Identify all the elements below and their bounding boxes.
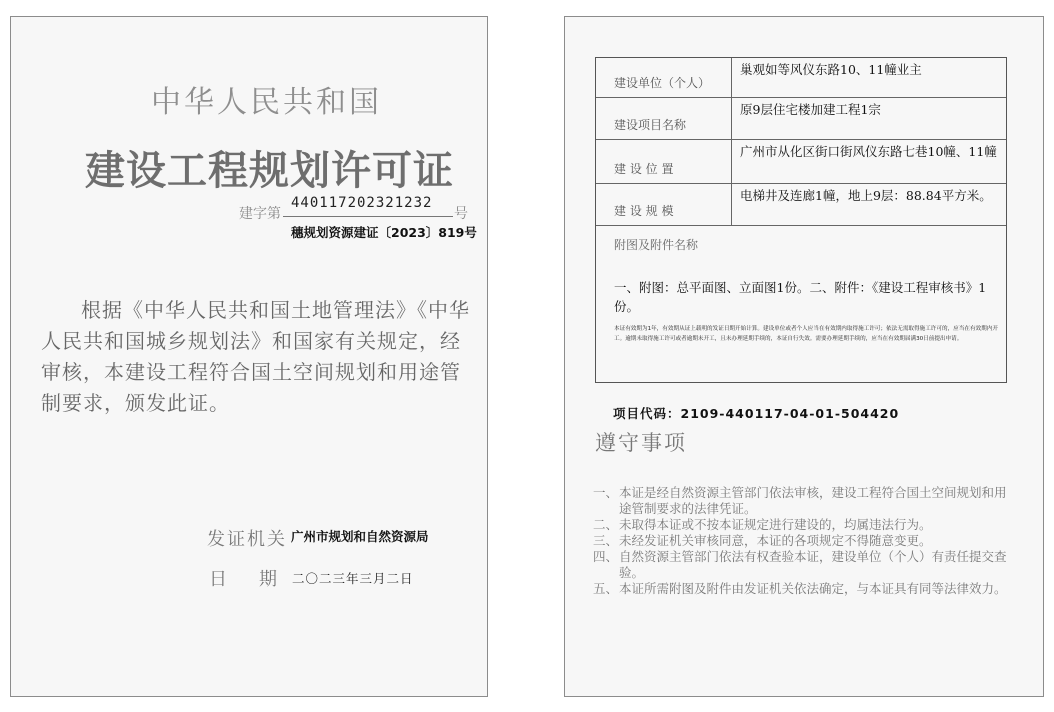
rule-text: 本证所需附图及附件由发证机关依法确定，与本证具有同等法律效力。 [619,581,1007,596]
document-reference: 穗规划资源建证〔2023〕819号 [291,225,477,240]
validity-note: 本证有效期为1年，有效期从证上载明的发证日期开始计算。建设单位或者个人应当在有效期内取得施工许可；依法无需取得施工许可的，应当在有效期内开工。逾期未取得施工许可或者逾期未开工，且未办理延期手续的，本证自行失效。需要办理延期手续的，应当在有效期届满30日前提出申请。 [614,326,998,342]
row-label-cell [596,140,732,183]
rule-text: 本证是经自然资源主管部门依法审核，建设工程符合国土空间规划和用途管制要求的法律凭证。 [619,485,1007,516]
issuer-value: 广州市规划和自然资源局 [291,529,429,544]
row-label: 建设单位（个人） [614,76,711,90]
row-value: 电梯井及连廊1幢，地上9层：88.84平方米。 [740,188,992,203]
issue-date: 二〇二三年三月二日 [292,571,414,586]
certificate-body-text: 根据《中华人民共和国土地管理法》《中华人民共和国城乡规划法》和国家有关规定，经审核，本建设工程符合国土空间规划和用途管制要求，颁发此证。 [41,298,470,415]
row-value: 巢观如等风仪东路10、11幢业主 [740,62,922,77]
rule-mark: 四、 [593,549,619,564]
attachments-label: 附图及附件名称 [614,238,699,252]
list-item [593,517,1017,533]
rule-mark: 二、 [593,517,619,532]
table-row [596,184,1006,226]
row-value: 原9层住宅楼加建工程1宗 [740,102,881,117]
table-row [596,140,1006,184]
list-item [593,533,1017,549]
observe-title: 遵守事项 [595,431,687,455]
rules-list [593,485,1017,597]
certificate-back-page [564,16,1044,697]
rule-text: 未经发证机关审核同意，本证的各项规定不得随意变更。 [619,533,932,548]
certificate-title: 建设工程规划许可证 [85,148,454,194]
row-label-cell [596,98,732,139]
table-row [596,58,1006,98]
number-underline [283,216,453,217]
row-label: 建 设 位 置 [614,162,674,176]
number-label: 建字第 [239,206,281,222]
number-suffix: 号 [454,206,468,222]
date-label-second: 期 [259,569,277,590]
list-item [593,581,1017,597]
project-info-table [595,57,1007,383]
rule-mark: 一、 [593,485,619,500]
rule-text: 未取得本证或不按本证规定进行建设的，均属违法行为。 [619,517,932,532]
row-label-cell [596,58,732,97]
certificate-number: 440117202321232 [291,195,433,211]
rule-mark: 三、 [593,533,619,548]
project-code: 项目代码：2109-440117-04-01-504420 [613,406,900,421]
list-item [593,485,1017,517]
certificate-front-page [10,16,488,697]
attachments-value: 一、附图：总平面图、立面图1份。二、附件：《建设工程审核书》1份。 [614,280,987,314]
rule-mark: 五、 [593,581,619,596]
row-label-cell [596,184,732,225]
issuer-label: 发证机关 [207,529,287,550]
row-value: 广州市从化区街口街风仪东路七巷10幢、11幢 [740,144,997,159]
country-name: 中华人民共和国 [151,85,382,120]
table-row [596,98,1006,140]
list-item [593,549,1017,581]
date-label-first: 日 [209,569,227,590]
row-label: 建 设 规 模 [614,204,674,218]
row-label: 建设项目名称 [614,118,687,132]
rule-text: 自然资源主管部门依法有权查验本证，建设单位（个人）有责任提交查验。 [619,549,1007,580]
